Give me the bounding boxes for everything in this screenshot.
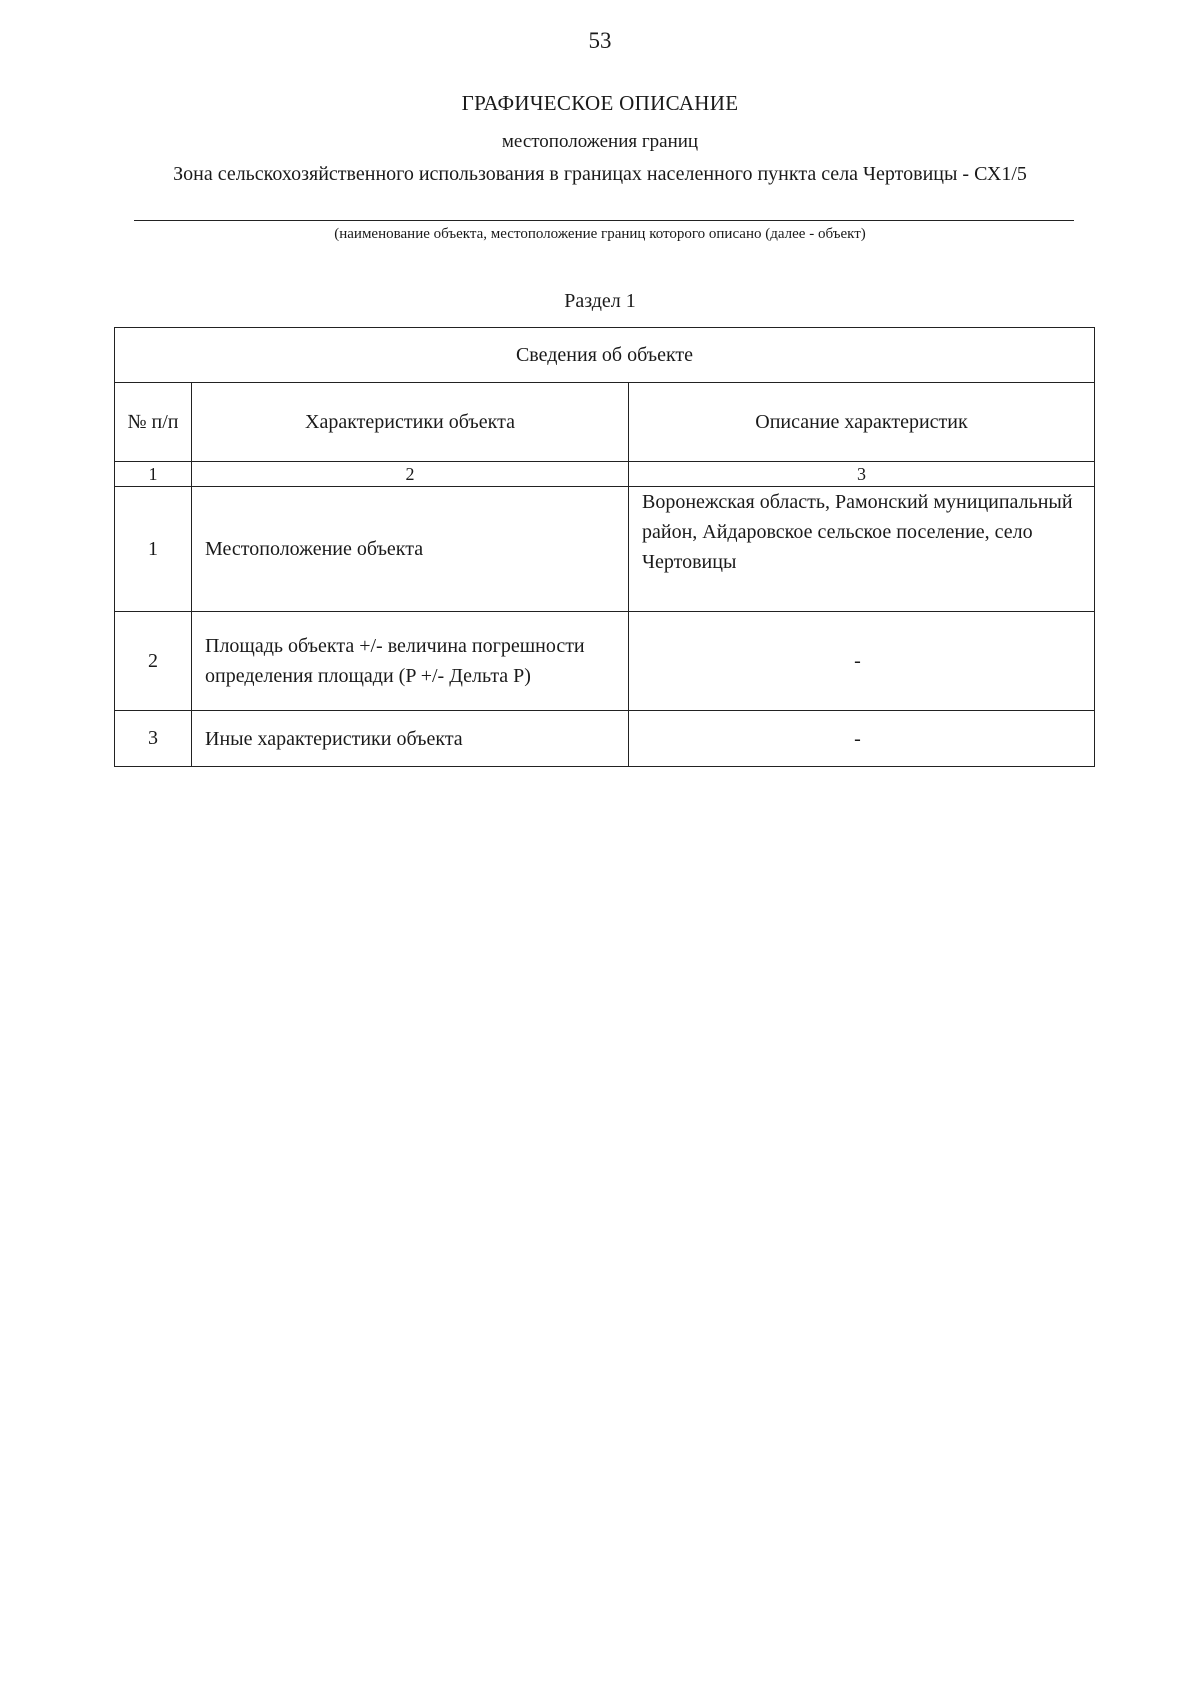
section-title: Раздел 1	[564, 290, 636, 312]
object-caption: (наименование объекта, местоположение границ которого описано (далее - объект)	[334, 226, 866, 242]
table-header-row	[115, 383, 1095, 462]
column-number-row	[115, 462, 1095, 487]
row-characteristic: Местоположение объекта	[192, 487, 629, 612]
row-num: 1	[115, 487, 192, 612]
table-row	[115, 487, 1095, 612]
row-num: 3	[115, 711, 192, 767]
object-info-table	[114, 327, 1095, 767]
row-description: -	[629, 612, 1095, 711]
header-description: Описание характеристик	[629, 383, 1095, 462]
page-number: 53	[588, 28, 612, 53]
table-caption: Сведения об объекте	[115, 328, 1095, 383]
row-characteristic: Иные характеристики объекта	[192, 711, 629, 767]
document-title: ГРАФИЧЕСКОЕ ОПИСАНИЕ	[461, 91, 739, 115]
column-number: 1	[115, 462, 192, 487]
document-subtitle: местоположения границ	[501, 131, 699, 152]
header-characteristic: Характеристики объекта	[192, 383, 629, 462]
header-num: № п/п	[115, 383, 192, 462]
object-name-underline	[134, 220, 1074, 221]
table-row	[115, 612, 1095, 711]
row-description: Воронежская область, Рамонский муниципальный район, Айдаровское сельское поселение, село Чертовицы	[629, 487, 1095, 612]
column-number: 3	[629, 462, 1095, 487]
row-num: 2	[115, 612, 192, 711]
object-name: Зона сельскохозяйственного использования в границах населенного пункта села Чертовицы - СХ1/5	[173, 163, 1027, 185]
row-characteristic: Площадь объекта +/- величина погрешности определения площади (P +/- Дельта P)	[192, 612, 629, 711]
table-row	[115, 711, 1095, 767]
table-caption-row	[115, 328, 1095, 383]
column-number: 2	[192, 462, 629, 487]
row-description: -	[629, 711, 1095, 767]
